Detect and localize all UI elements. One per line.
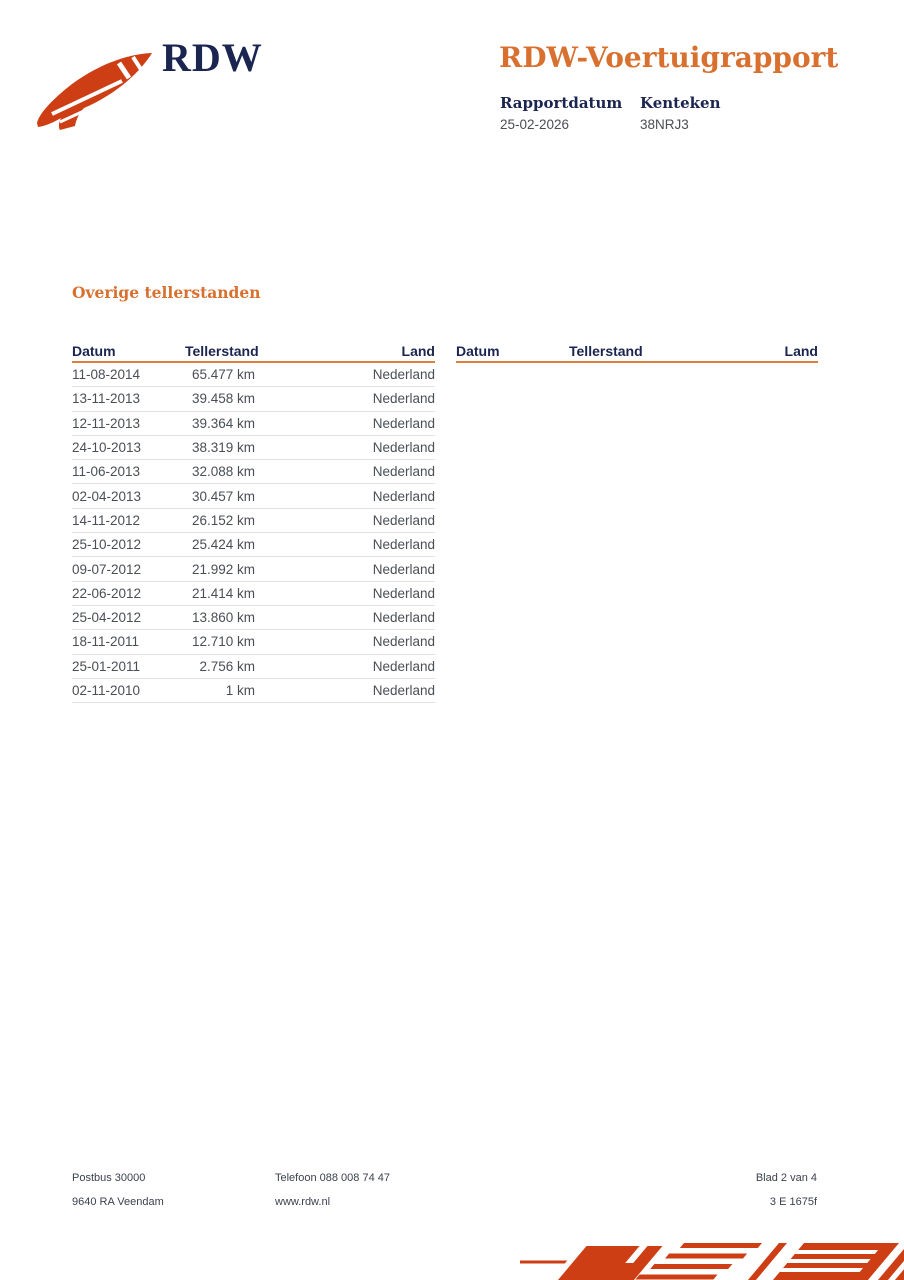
- table-cell: 02-04-2013: [72, 484, 185, 508]
- table-cell: Nederland: [255, 435, 435, 459]
- table-row: [72, 630, 435, 654]
- column-header-datum: Datum: [72, 340, 185, 362]
- rdw-logo-text: RDW: [162, 35, 263, 80]
- table-cell: 22-06-2012: [72, 581, 185, 605]
- report-date-label: Rapportdatum: [500, 94, 623, 112]
- footer-page-indicator: Blad 2 van 4: [755, 1172, 817, 1184]
- table-cell: 65.477 km: [185, 362, 255, 387]
- table-cell: Nederland: [255, 387, 435, 411]
- table-row: [72, 678, 435, 702]
- table-cell: 30.457 km: [185, 484, 255, 508]
- table-header-row: [72, 340, 435, 362]
- table-row: [72, 654, 435, 678]
- report-date-value: 25-02-2026: [500, 117, 570, 132]
- table-cell: 11-08-2014: [72, 362, 185, 387]
- table-cell: Nederland: [255, 484, 435, 508]
- table-row: [72, 484, 435, 508]
- column-header-land: Land: [255, 340, 435, 362]
- table-row: [72, 581, 435, 605]
- table-cell: 24-10-2013: [72, 435, 185, 459]
- table-cell: Nederland: [255, 508, 435, 532]
- table-row: [72, 411, 435, 435]
- table-row: [72, 605, 435, 629]
- table-cell: Nederland: [255, 581, 435, 605]
- table-cell: 25-04-2012: [72, 605, 185, 629]
- column-header-land: Land: [639, 340, 818, 362]
- table-cell: 13.860 km: [185, 605, 255, 629]
- table-cell: 39.458 km: [185, 387, 255, 411]
- table-cell: Nederland: [255, 362, 435, 387]
- table-cell: 11-06-2013: [72, 460, 185, 484]
- page-title: RDW-Voertuigrapport: [499, 41, 839, 74]
- odometer-table-right: [456, 340, 818, 363]
- table-cell: 21.414 km: [185, 581, 255, 605]
- table-cell: Nederland: [255, 605, 435, 629]
- table-cell: 32.088 km: [185, 460, 255, 484]
- footer-phone: Telefoon 088 008 74 47: [275, 1172, 390, 1184]
- table-cell: 18-11-2011: [72, 630, 185, 654]
- odometer-table-left: [72, 340, 435, 703]
- table-cell: 12-11-2013: [72, 411, 185, 435]
- table-cell: Nederland: [255, 630, 435, 654]
- table-cell: 25-10-2012: [72, 533, 185, 557]
- footer-website: www.rdw.nl: [275, 1196, 331, 1208]
- footer-address-line1: Postbus 30000: [72, 1172, 146, 1184]
- rdw-stripes-motif-icon: [520, 1243, 904, 1280]
- table-cell: 25.424 km: [185, 533, 255, 557]
- table-row: [72, 533, 435, 557]
- table-cell: Nederland: [255, 411, 435, 435]
- footer-form-code: 3 E 1675f: [769, 1196, 817, 1208]
- table-cell: Nederland: [255, 557, 435, 581]
- table-row: [72, 557, 435, 581]
- table-header-row: [456, 340, 818, 362]
- table-row: [72, 435, 435, 459]
- table-cell: Nederland: [255, 654, 435, 678]
- table-row: [72, 460, 435, 484]
- table-cell: 02-11-2010: [72, 678, 185, 702]
- license-plate-value: 38NRJ3: [640, 117, 689, 132]
- table-cell: 14-11-2012: [72, 508, 185, 532]
- table-cell: Nederland: [255, 678, 435, 702]
- table-cell: 09-07-2012: [72, 557, 185, 581]
- table-cell: 12.710 km: [185, 630, 255, 654]
- table-row: [72, 362, 435, 387]
- column-header-datum: Datum: [456, 340, 569, 362]
- column-header-tellerstand: Tellerstand: [185, 340, 255, 362]
- table-row: [72, 508, 435, 532]
- table-cell: Nederland: [255, 460, 435, 484]
- column-header-tellerstand: Tellerstand: [569, 340, 639, 362]
- table-cell: 25-01-2011: [72, 654, 185, 678]
- table-cell: Nederland: [255, 533, 435, 557]
- table-cell: 2.756 km: [185, 654, 255, 678]
- section-title: Overige tellerstanden: [72, 283, 261, 302]
- license-plate-label: Kenteken: [640, 94, 721, 112]
- table-cell: 26.152 km: [185, 508, 255, 532]
- table-cell: 13-11-2013: [72, 387, 185, 411]
- rdw-feather-icon: [34, 50, 158, 136]
- table-cell: 1 km: [185, 678, 255, 702]
- table-row: [72, 387, 435, 411]
- table-cell: 21.992 km: [185, 557, 255, 581]
- table-cell: 38.319 km: [185, 435, 255, 459]
- table-cell: 39.364 km: [185, 411, 255, 435]
- footer-address-line2: 9640 RA Veendam: [72, 1196, 164, 1208]
